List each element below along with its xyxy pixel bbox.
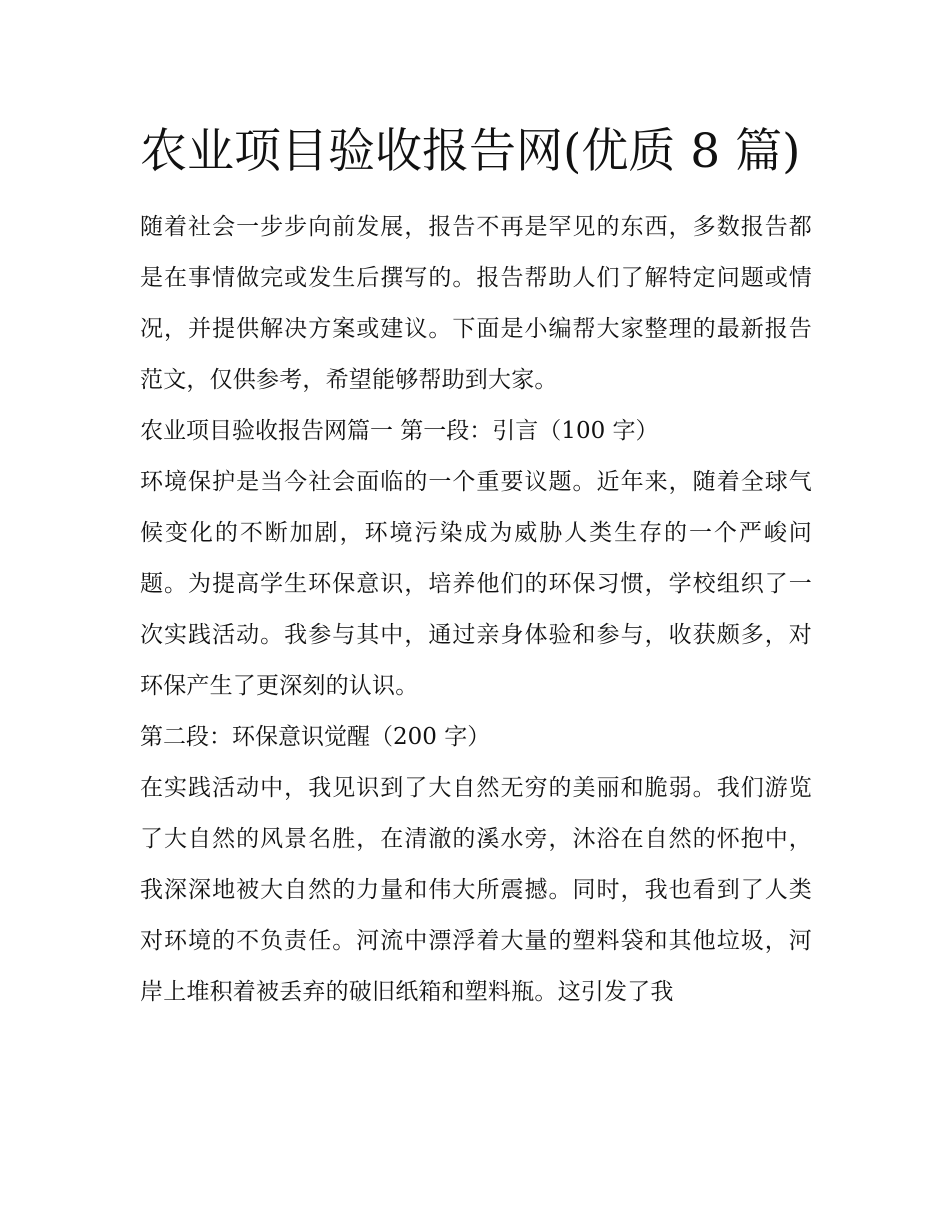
section2-heading: 第二段：环保意识觉醒（200 字） xyxy=(140,724,491,750)
intro-paragraph: 随着社会一步步向前发展，报告不再是罕见的东西，多数报告都是在事情做完或发生后撰写的。报告帮助人们了解特定问题或情况，并提供解决方案或建议。下面是小编帮大家整理的最新报告范文，仅供参考，希望能够帮助到大家。 xyxy=(140,214,812,393)
document-page xyxy=(140,112,812,1018)
section1-paragraph: 环境保护是当今社会面临的一个重要议题。近年来，随着全球气候变化的不断加剧，环境污染成为威胁人类生存的一个严峻问题。为提高学生环保意识，培养他们的环保习惯，学校组织了一次实践活动。我参与其中，通过亲身体验和参与，收获颇多，对环保产生了更深刻的认识。 xyxy=(140,469,812,699)
section2-paragraph: 在实践活动中，我见识到了大自然无穷的美丽和脆弱。我们游览了大自然的风景名胜，在清澈的溪水旁，沐浴在自然的怀抱中，我深深地被大自然的力量和伟大所震撼。同时，我也看到了人类对环境的不负责任。河流中漂浮着大量的塑料袋和其他垃圾，河岸上堆积着被丢弃的破旧纸箱和塑料瓶。这引发了我 xyxy=(140,775,812,1005)
section1-heading: 农业项目验收报告网篇一 第一段：引言（100 字） xyxy=(140,418,659,444)
document-title: 农业项目验收报告网(优质 8 篇) xyxy=(140,124,801,179)
